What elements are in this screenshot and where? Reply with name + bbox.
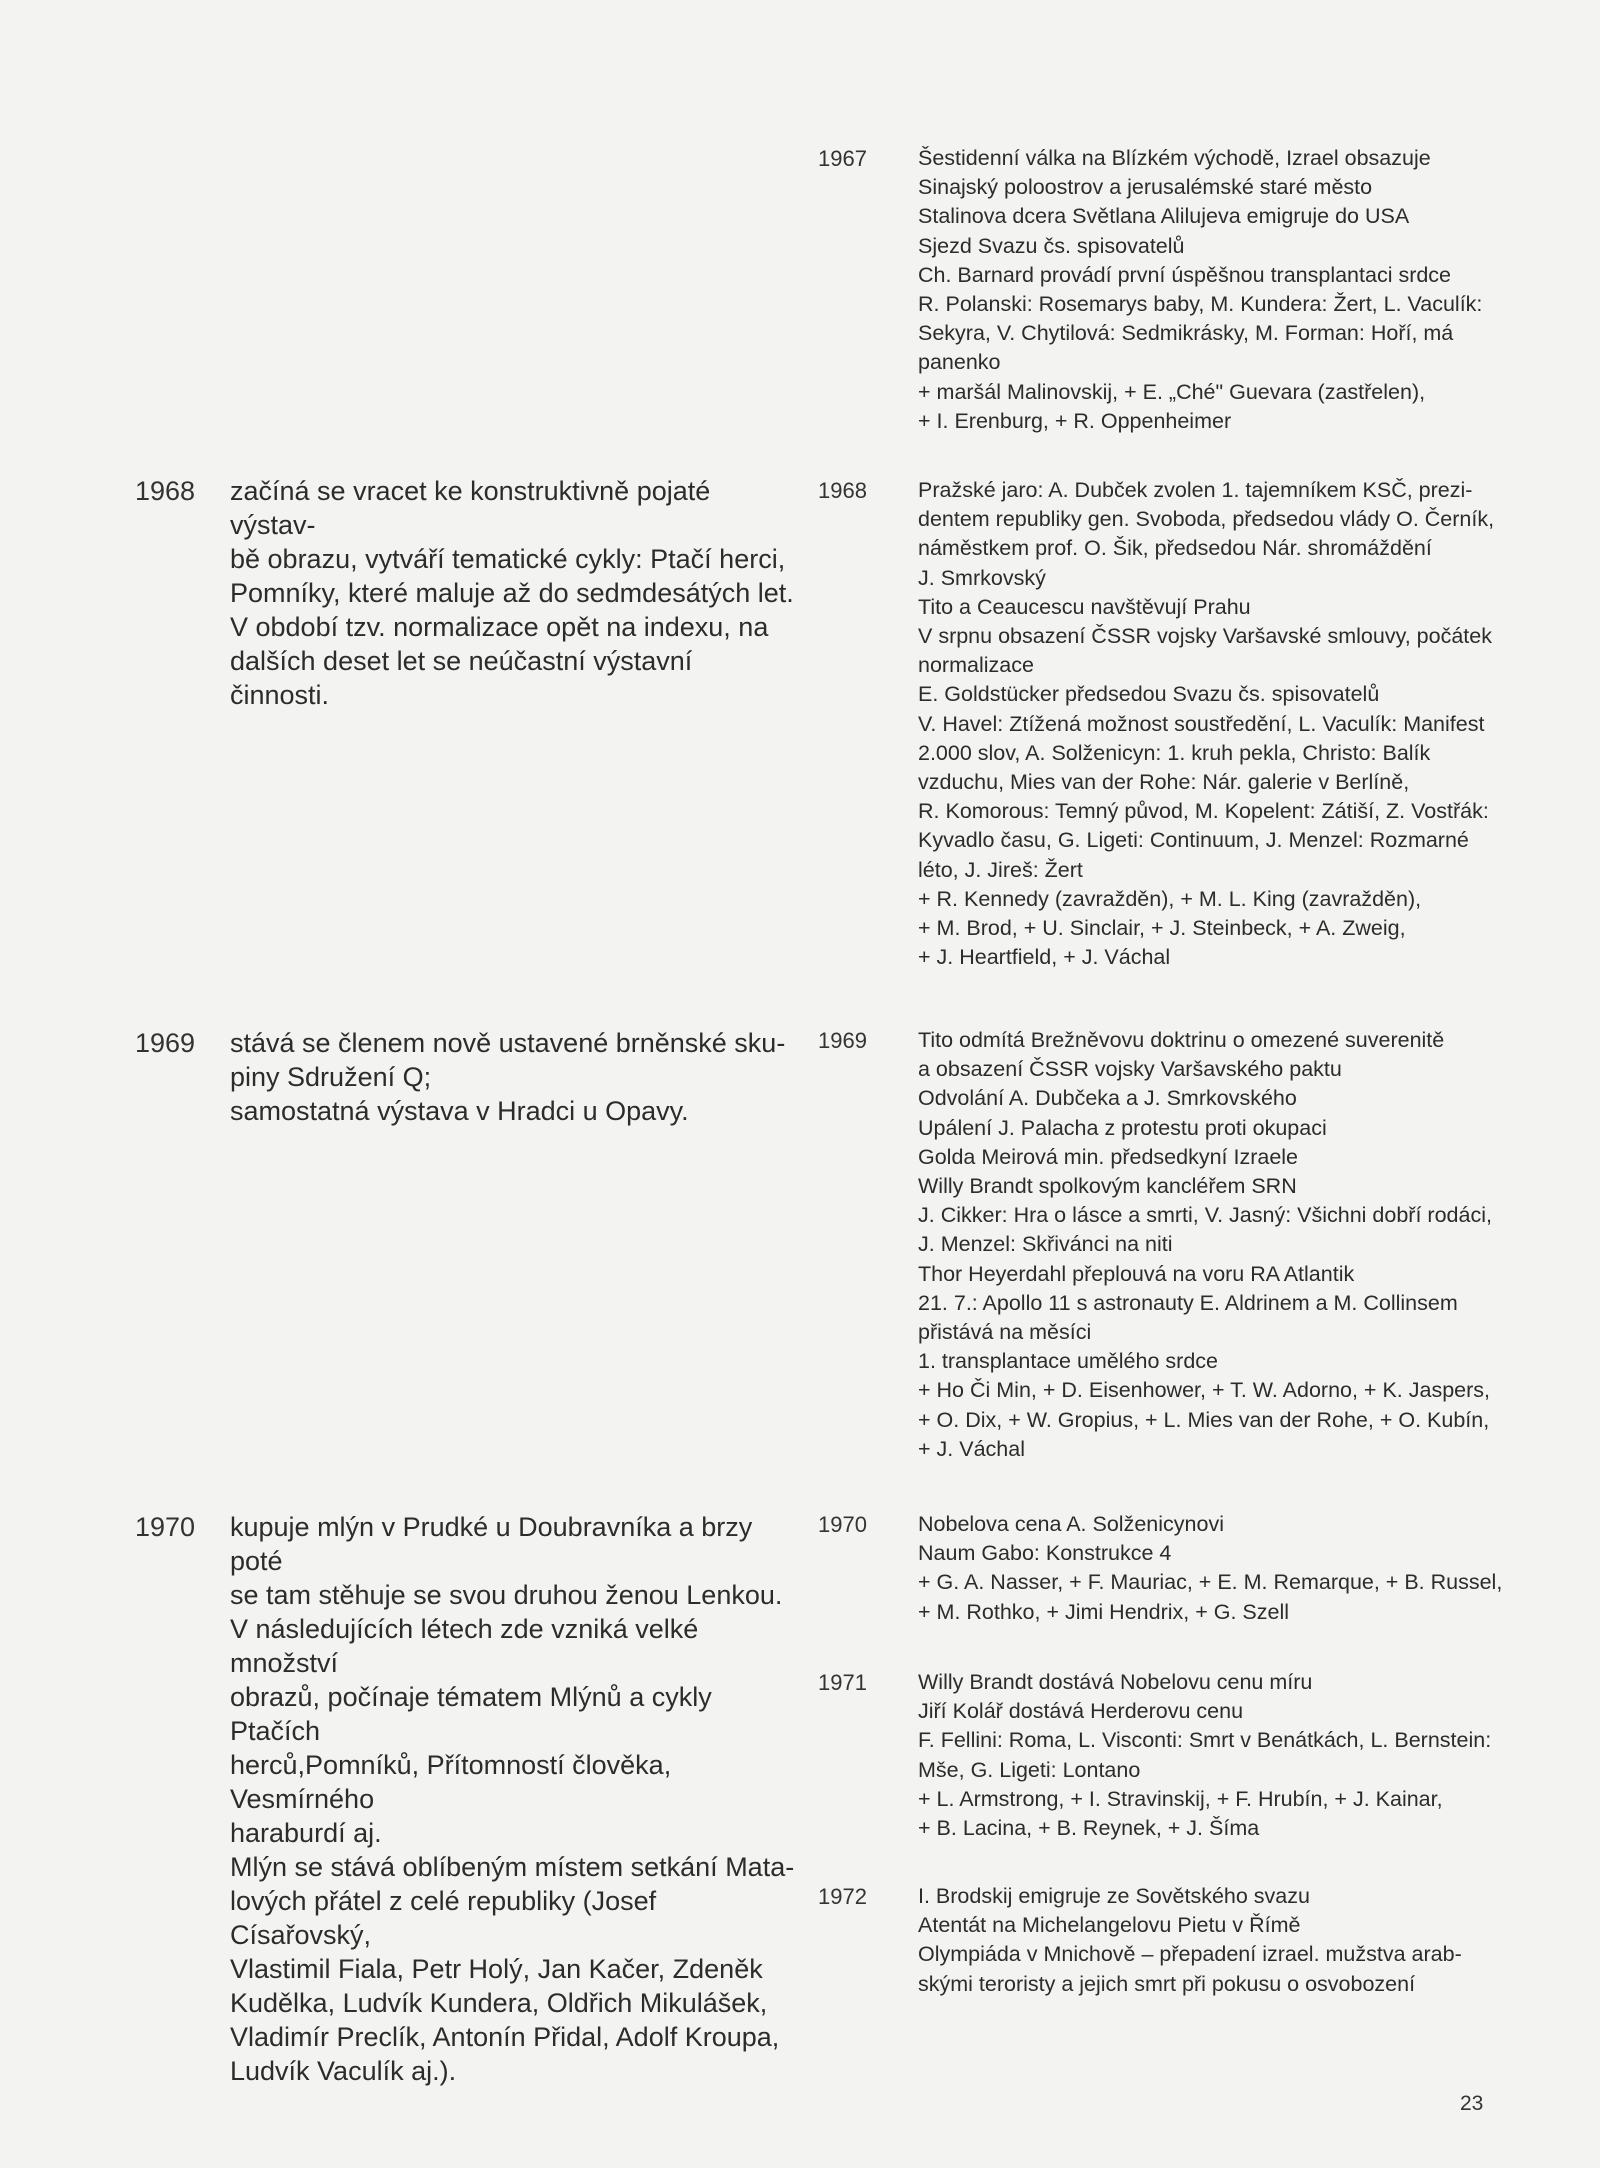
history-year: 1972 [818,1884,867,1909]
history-year: 1969 [818,1028,867,1053]
history-year: 1971 [818,1670,867,1695]
life-year: 1968 [135,476,196,506]
history-year: 1970 [818,1512,867,1537]
history-text: I. Brodskij emigruje ze Sovětského svazu Atentát na Michelangelovu Pietu v Římě Olympiáda v Mnichově – přepadení izrael. mužstva arab- skými teroristy a jejich smrt při pokusu o osvobození [918,1884,1462,1996]
life-year: 1969 [135,1028,196,1058]
page-number: 23 [1460,2092,1484,2115]
life-text: začíná se vracet ke konstruktivně pojaté výstav- bě obrazu, vytváří tematické cykly: Ptačí herci, Pomníky, které maluje až do sedmdesátých let. V období tzv. normalizace opět na indexu, na dalších deset let se neúčastní výstavní činnosti. [230,476,794,710]
life-text: stává se členem nově ustavené brněnské sku- piny Sdružení Q; samostatná výstava v Hradci u Opavy. [230,1028,786,1126]
history-year: 1967 [818,146,867,171]
history-text: Nobelova cena A. Solženicynovi Naum Gabo: Konstrukce 4 + G. A. Nasser, + F. Mauriac, + E. M. Remarque, + B. Russel, + M. Rothko, + Jimi Hendrix, + G. Szell [918,1512,1503,1624]
history-year: 1968 [818,478,867,503]
history-text: Tito odmítá Brežněvovu doktrinu o omezené suverenitě a obsazení ČSSR vojsky Varšavského paktu Odvolání A. Dubčeka a J. Smrkovského Upálení J. Palacha z protestu proti okupaci Golda Meirová min. předsedkyní Izraele Willy Brandt spolkovým kancléřem SRN J. Cikker: Hra o lásce a smrti, V. Jasný: Všichni dobří rodáci, J. Menzel: Skřivánci na niti Thor Heyerdahl přeplouvá na voru RA Atlantik 21. 7.: Apollo 11 s astronauty E. Aldrinem a M. Collinsem přistává na měsíci 1. transplantace umělého srdce + Ho Či Min, + D. Eisenhower, + T. W. Adorno, + K. Jaspers, + O. Dix, + W. Gropius, + L. Mies van der Rohe, + O. Kubín, + J. Váchal [918,1028,1492,1461]
life-text: kupuje mlýn v Prudké u Doubravníka a brzy poté se tam stěhuje se svou druhou ženou Lenkou. V následujících létech zde vzniká velké množství obrazů, počínaje tématem Mlýnů a cykly Ptačích herců,Pomníků, Přítomností člověka, Vesmírného haraburdí aj. Mlýn se stává oblíbeným místem setkání Mata- lových přátel z celé republiky (Josef Císařovský, Vlastimil Fiala, Petr Holý, Jan Kačer, Zdeněk Kudělka, Ludvík Kundera, Oldřich Mikulášek, Vladimír Preclík, Antonín Přidal, Adolf Kroupa, Ludvík Vaculík aj.). [230,1512,795,2086]
history-text: Willy Brandt dostává Nobelovu cenu míru Jiří Kolář dostává Herderovu cenu F. Fellini: Roma, L. Visconti: Smrt v Benátkách, L. Bernstein: Mše, G. Ligeti: Lontano + L. Armstrong, + I. Stravinskij, + F. Hrubín, + J. Kainar, + B. Lacina, + B. Reynek, + J. Šíma [918,1670,1492,1841]
history-text: Šestidenní válka na Blízkém východě, Izrael obsazuje Sinajský poloostrov a jerusalémské staré město Stalinova dcera Světlana Alilujeva emigruje do USA Sjezd Svazu čs. spisovatelů Ch. Barnard provádí první úspěšnou transplantaci srdce R. Polanski: Rosemarys baby, M. Kundera: Žert, L. Vaculík: Sekyra, V. Chytilová: Sedmikrásky, M. Forman: Hoří, má panenko + maršál Malinovskij, + E. „Ché" Guevara (zastřelen), + I. Erenburg, + R. Oppenheimer [918,146,1483,433]
history-text: Pražské jaro: A. Dubček zvolen 1. tajemníkem KSČ, prezi- dentem republiky gen. Svoboda, předsedou vlády O. Černík, náměstkem prof. O. Šik, předsedou Nár. shromáždění J. Smrkovský Tito a Ceaucescu navštěvují Prahu V srpnu obsazení ČSSR vojsky Varšavské smlouvy, počátek normalizace E. Goldstücker předsedou Svazu čs. spisovatelů V. Havel: Ztížená možnost soustředění, L. Vaculík: Manifest 2.000 slov, A. Solženicyn: 1. kruh pekla, Christo: Balík vzduchu, Mies van der Rohe: Nár. galerie v Berlíně, R. Komorous: Temný původ, M. Kopelent: Zátiší, Z. Vostřák: Kyvadlo času, G. Ligeti: Continuum, J. Menzel: Rozmarné léto, J. Jireš: Žert + R. Kennedy (zavražděn), + M. L. King (zavražděn), + M. Brod, + U. Sinclair, + J. Steinbeck, + A. Zweig, + J. Heartfield, + J. Váchal [918,478,1495,970]
life-year: 1970 [135,1512,196,1542]
